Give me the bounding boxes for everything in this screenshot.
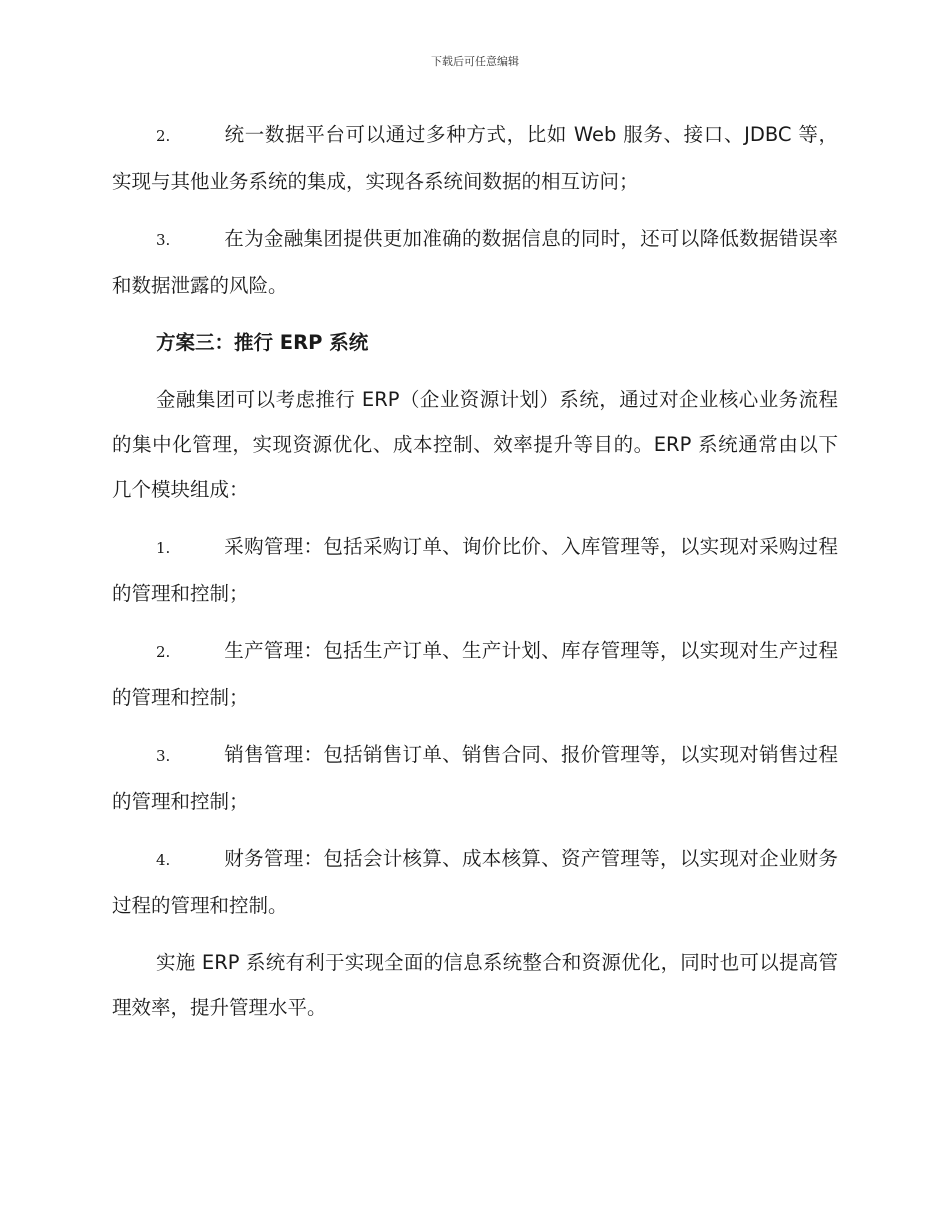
list-text: 生产管理：包括生产订单、生产计划、库存管理等，以实现对生产过程的管理和控制； [112,639,838,709]
conclusion-paragraph: 实施 ERP 系统有利于实现全面的信息系统整合和资源优化，同时也可以提高管理效率，提升管理水平。 [112,951,838,1019]
list-item [112,524,838,616]
list-text: 统一数据平台可以通过多种方式，比如 Web 服务、接口、JDBC 等，实现与其他业务系统的集成，实现各系统间数据的相互访问； [112,123,838,193]
list-number: 3. [156,231,171,249]
section-heading: 方案三：推行 ERP 系统 [156,331,369,354]
intro-paragraph: 金融集团可以考虑推行 ERP（企业资源计划）系统，通过对企业核心业务流程的集中化管理，实现资源优化、成本控制、效率提升等目的。ERP 系统通常由以下几个模块组成： [112,388,838,501]
list-number: 2. [156,127,171,145]
list-number: 4. [156,851,171,869]
list-item [112,836,838,928]
list-number: 2. [156,643,171,661]
list-text: 财务管理：包括会计核算、成本核算、资产管理等，以实现对企业财务过程的管理和控制。 [112,847,838,917]
list-text: 销售管理：包括销售订单、销售合同、报价管理等，以实现对销售过程的管理和控制； [112,743,838,813]
document-body [112,112,838,1042]
list-number: 3. [156,747,171,765]
list-item [112,732,838,824]
list-text: 在为金融集团提供更加准确的数据信息的同时，还可以降低数据错误率和数据泄露的风险。 [112,227,838,297]
list-item [112,628,838,720]
page-header: 下载后可任意编辑 [431,55,519,68]
list-item [112,216,838,308]
list-text: 采购管理：包括采购订单、询价比价、入库管理等，以实现对采购过程的管理和控制； [112,535,838,605]
list-number: 1. [156,539,171,557]
list-item [112,112,838,204]
